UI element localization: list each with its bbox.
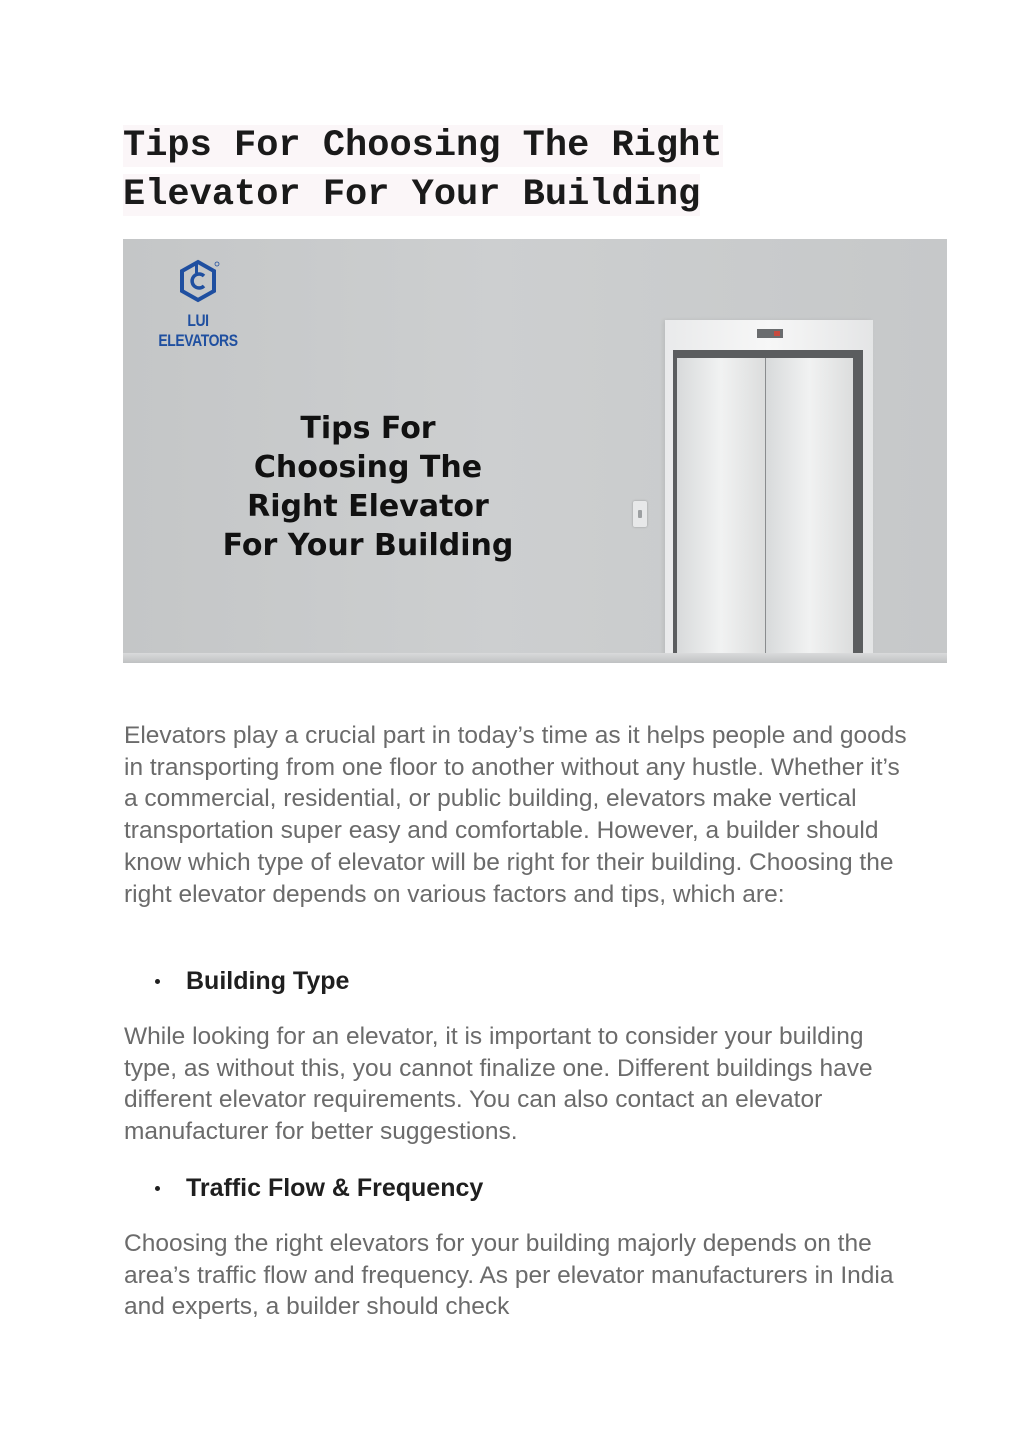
hero-overlay-line: Choosing The — [253, 450, 483, 485]
section-heading-building-type — [152, 965, 349, 997]
hero-overlay-text — [193, 409, 543, 565]
section-heading-traffic-flow — [152, 1172, 483, 1204]
elevator-call-button-graphic — [633, 501, 647, 527]
hero-overlay-line: Right Elevator — [247, 489, 489, 524]
section-body-building-type: While looking for an elevator, it is important to consider your building type, as without this, you cannot finalize one. Different buildings have different elevator requirements. You can also contact an elevator manufacturer for better suggestions. — [124, 1023, 873, 1146]
hero-image — [123, 239, 947, 663]
brand-logo — [143, 257, 253, 350]
section-heading-label: Traffic Flow & Frequency — [186, 1174, 484, 1202]
bullet-dot — [155, 979, 160, 984]
section-body-traffic-flow: Choosing the right elevators for your building majorly depends on the area’s traffic flow and frequency. As per elevator manufacturers in India and experts, a builder should check — [124, 1230, 894, 1321]
floor-graphic — [123, 653, 947, 663]
article-title-line-1: Tips For Choosing The Right — [123, 125, 723, 167]
elevator-door-right — [766, 358, 853, 663]
elevator-door-graphic — [665, 320, 873, 663]
article-title-line-2: Elevator For Your Building — [123, 174, 701, 216]
lc-hexagon-logo-icon — [173, 257, 223, 307]
elevator-door-left — [677, 358, 765, 663]
section-heading-label: Building Type — [186, 967, 350, 995]
article-title — [123, 122, 783, 220]
bullet-dot — [155, 1186, 160, 1191]
floor-indicator-graphic — [757, 329, 783, 338]
intro-paragraph: Elevators play a crucial part in today’s time as it helps people and goods in transporting from one floor to another without any hustle. Whether it’s a commercial, residential, or public building, elevators make vertical transportation super easy and comfortable. However, a builder should know which type of elevator will be right for their building. Choosing the right elevator depends on various factors and tips, which are: — [124, 722, 907, 908]
hero-overlay-line: Tips For — [300, 411, 436, 446]
brand-logo-text: LUI ELEVATORS — [158, 311, 238, 350]
hero-overlay-line: For Your Building — [222, 528, 514, 563]
